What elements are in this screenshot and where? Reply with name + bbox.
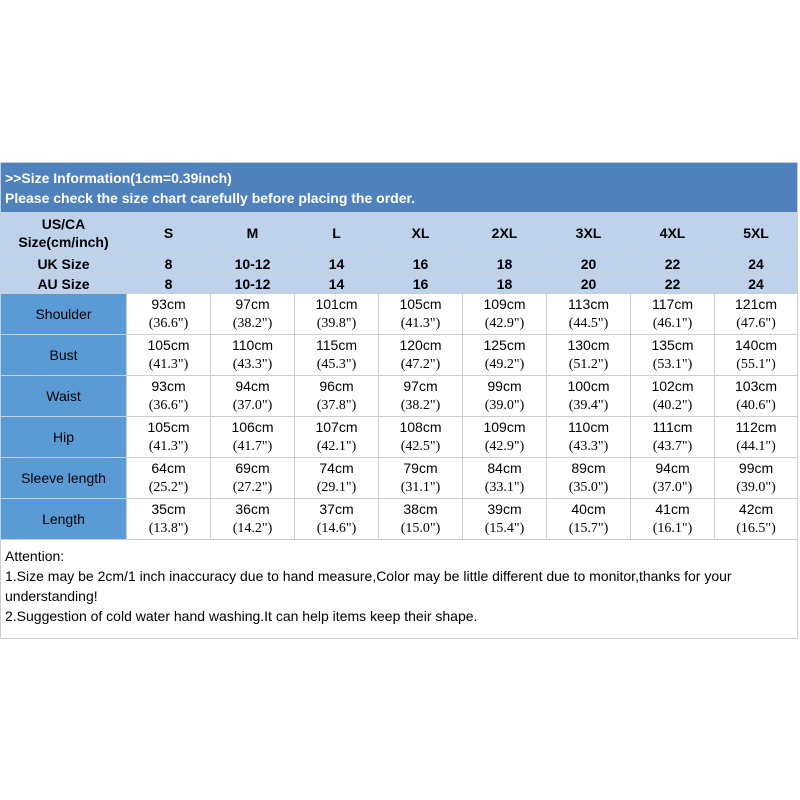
- size-value-cell: 24: [715, 254, 798, 274]
- measurement-cm: 121cm: [735, 296, 778, 312]
- size-value-cell: 2XL: [463, 213, 547, 254]
- measurement-cm: 120cm: [399, 337, 442, 353]
- measurement-cm: 93cm: [151, 378, 186, 394]
- measurement-cm: 97cm: [235, 296, 270, 312]
- measurement-cm: 42cm: [738, 501, 774, 517]
- measurement-cell: [127, 458, 211, 499]
- measurement-inch: (42.9"): [484, 316, 525, 331]
- size-row: [1, 254, 798, 274]
- measurement-inch: (41.3"): [148, 439, 189, 454]
- measurement-inch: (40.2"): [652, 398, 693, 413]
- measurement-row: [1, 417, 798, 458]
- measurement-cm: 130cm: [567, 337, 610, 353]
- size-info-header: [1, 163, 798, 213]
- measurement-cell: [631, 417, 715, 458]
- measurement-inch: (39.8"): [316, 316, 357, 331]
- measurement-label: Bust: [1, 335, 127, 376]
- size-value-cell: M: [211, 213, 295, 254]
- size-value-cell: 16: [379, 254, 463, 274]
- size-value-cell: 20: [547, 254, 631, 274]
- measurement-cell: [379, 294, 463, 335]
- size-value-cell: 22: [631, 254, 715, 274]
- measurement-inch: (14.6"): [316, 521, 357, 536]
- measurement-cm: 36cm: [235, 501, 270, 517]
- measurement-cell: [379, 417, 463, 458]
- measurement-cell: [631, 499, 715, 540]
- measurement-cell: [295, 458, 379, 499]
- size-value-cell: 16: [379, 274, 463, 294]
- measurement-inch: (15.7"): [568, 521, 609, 536]
- measurement-cm: 115cm: [316, 337, 357, 353]
- measurement-inch: (42.1"): [316, 439, 357, 454]
- measurement-inch: (13.8"): [148, 521, 189, 536]
- measurement-cm: 97cm: [403, 378, 438, 394]
- measurement-cm: 103cm: [735, 378, 778, 394]
- measurement-row: [1, 294, 798, 335]
- size-value-cell: 24: [715, 274, 798, 294]
- measurement-inch: (41.3"): [148, 357, 189, 372]
- measurement-cell: [547, 335, 631, 376]
- size-row: [1, 213, 798, 254]
- measurement-cm: 40cm: [571, 501, 606, 517]
- size-value-cell: 5XL: [715, 213, 798, 254]
- measurement-inch: (37.8"): [316, 398, 357, 413]
- size-value-cell: 20: [547, 274, 631, 294]
- measurement-inch: (43.3"): [232, 357, 273, 372]
- measurement-cell: [379, 376, 463, 417]
- measurement-cell: [631, 335, 715, 376]
- measurement-inch: (15.4"): [484, 521, 525, 536]
- size-value-cell: 8: [127, 274, 211, 294]
- size-value-cell: L: [295, 213, 379, 254]
- measurement-cm: 102cm: [651, 378, 694, 394]
- size-value-cell: 22: [631, 274, 715, 294]
- size-row-label-line: Size(cm/inch): [18, 234, 109, 250]
- header-row: [1, 163, 798, 213]
- measurement-inch: (40.6"): [736, 398, 776, 413]
- measurement-cm: 74cm: [319, 460, 354, 476]
- measurement-cell: [463, 335, 547, 376]
- measurement-cm: 94cm: [235, 378, 270, 394]
- measurement-cell: [211, 417, 295, 458]
- size-row-label: [1, 274, 127, 294]
- measurement-cell: [631, 458, 715, 499]
- measurement-inch: (53.1"): [652, 357, 693, 372]
- measurement-inch: (33.1"): [484, 480, 525, 495]
- measurement-inch: (31.1"): [400, 480, 441, 495]
- measurement-cm: 100cm: [567, 378, 610, 394]
- measurement-cell: [211, 499, 295, 540]
- measurement-inch: (27.2"): [232, 480, 273, 495]
- measurement-row: [1, 499, 798, 540]
- measurement-inch: (38.2"): [232, 316, 273, 331]
- measurement-cell: [547, 294, 631, 335]
- measurement-cm: 106cm: [231, 419, 274, 435]
- measurement-cell: [547, 458, 631, 499]
- size-row-label-line: AU Size: [37, 275, 90, 292]
- measurement-inch: (47.2"): [400, 357, 441, 372]
- measurement-cm: 99cm: [738, 460, 774, 476]
- measurement-cell: [127, 376, 211, 417]
- measurement-row: [1, 458, 798, 499]
- measurement-cm: 112cm: [735, 419, 777, 435]
- measurement-cell: [211, 335, 295, 376]
- measurement-cm: 117cm: [652, 296, 693, 312]
- size-chart-table: [0, 162, 798, 639]
- size-info-title: >>Size Information(1cm=0.39inch): [5, 170, 232, 186]
- measurement-cm: 108cm: [399, 419, 442, 435]
- size-value-cell: S: [127, 213, 211, 254]
- size-row-label-line: US/CA: [41, 216, 86, 232]
- measurement-cell: [295, 294, 379, 335]
- measurement-label: Length: [1, 499, 127, 540]
- measurement-inch: (39.4"): [568, 398, 609, 413]
- measurement-inch: (43.3"): [568, 439, 609, 454]
- size-value-cell: 3XL: [547, 213, 631, 254]
- measurement-inch: (42.9"): [484, 439, 525, 454]
- measurement-label: Hip: [1, 417, 127, 458]
- measurement-cm: 94cm: [655, 460, 690, 476]
- measurement-cm: 37cm: [319, 501, 354, 517]
- measurement-inch: (41.3"): [400, 316, 441, 331]
- measurement-inch: (37.0"): [232, 398, 273, 413]
- size-info-subtitle: Please check the size chart carefully before placing the order.: [5, 190, 416, 206]
- measurement-cell: [127, 335, 211, 376]
- measurement-cell: [211, 294, 295, 335]
- measurement-inch: (36.6"): [148, 316, 189, 331]
- measurement-cm: 105cm: [147, 337, 190, 353]
- measurement-cm: 109cm: [483, 296, 526, 312]
- measurement-cell: [715, 417, 798, 458]
- measurement-cell: [715, 458, 798, 499]
- attention-line1: 1.Size may be 2cm/1 inch inaccuracy due to hand measure,Color may be little different due to monitor,thanks for your understanding!: [5, 568, 732, 604]
- size-row: [1, 274, 798, 294]
- size-row-label: [1, 213, 127, 254]
- measurement-cell: [547, 376, 631, 417]
- size-value-cell: 14: [295, 274, 379, 294]
- measurement-cell: [715, 499, 798, 540]
- size-value-cell: 10-12: [211, 254, 295, 274]
- measurement-inch: (15.0"): [400, 521, 441, 536]
- measurement-cell: [463, 294, 547, 335]
- measurement-cm: 107cm: [315, 419, 358, 435]
- measurement-cm: 96cm: [319, 378, 354, 394]
- measurement-cell: [127, 499, 211, 540]
- measurement-cell: [379, 335, 463, 376]
- size-value-cell: 14: [295, 254, 379, 274]
- measurement-cm: 41cm: [655, 501, 690, 517]
- size-value-cell: 18: [463, 274, 547, 294]
- measurement-cm: 79cm: [403, 460, 438, 476]
- measurement-cell: [211, 376, 295, 417]
- measurement-cm: 113cm: [568, 296, 609, 312]
- measurement-cell: [379, 458, 463, 499]
- measurement-inch: (45.3"): [316, 357, 357, 372]
- measurement-cell: [295, 499, 379, 540]
- measurement-inch: (46.1"): [652, 316, 693, 331]
- size-row-label: [1, 254, 127, 274]
- measurement-inch: (39.0"): [484, 398, 525, 413]
- size-value-cell: 10-12: [211, 274, 295, 294]
- measurement-cm: 38cm: [403, 501, 438, 517]
- measurement-cm: 99cm: [487, 378, 522, 394]
- measurement-inch: (41.7"): [232, 439, 273, 454]
- measurement-inch: (35.0"): [568, 480, 609, 495]
- measurement-cm: 140cm: [735, 337, 778, 353]
- measurement-cm: 111cm: [652, 419, 693, 435]
- measurement-cm: 69cm: [235, 460, 270, 476]
- measurement-cell: [463, 458, 547, 499]
- size-value-cell: 4XL: [631, 213, 715, 254]
- measurement-inch: (16.5"): [736, 521, 776, 536]
- measurement-inch: (29.1"): [316, 480, 357, 495]
- size-value-cell: XL: [379, 213, 463, 254]
- measurement-inch: (51.2"): [568, 357, 609, 372]
- measurement-cm: 125cm: [483, 337, 526, 353]
- measurement-cell: [463, 376, 547, 417]
- measurement-cell: [295, 376, 379, 417]
- measurement-cm: 110cm: [232, 337, 273, 353]
- measurement-cm: 35cm: [151, 501, 186, 517]
- measurement-cell: [127, 417, 211, 458]
- measurement-cm: 105cm: [399, 296, 442, 312]
- measurement-inch: (44.5"): [568, 316, 609, 331]
- measurement-row: [1, 376, 798, 417]
- measurement-cell: [379, 499, 463, 540]
- measurement-inch: (42.5"): [400, 439, 441, 454]
- measurement-cell: [463, 417, 547, 458]
- measurement-cell: [295, 417, 379, 458]
- measurement-inch: (16.1"): [652, 521, 693, 536]
- measurement-cm: 101cm: [315, 296, 358, 312]
- measurement-inch: (43.7"): [652, 439, 693, 454]
- measurement-cell: [715, 335, 798, 376]
- measurement-inch: (49.2"): [484, 357, 525, 372]
- measurement-cm: 39cm: [487, 501, 522, 517]
- measurement-cm: 89cm: [571, 460, 606, 476]
- measurement-cm: 135cm: [651, 337, 694, 353]
- measurement-cell: [547, 499, 631, 540]
- measurement-inch: (38.2"): [400, 398, 441, 413]
- size-value-cell: 8: [127, 254, 211, 274]
- measurement-cell: [211, 458, 295, 499]
- measurement-inch: (25.2"): [148, 480, 189, 495]
- measurement-cell: [463, 499, 547, 540]
- measurement-cm: 64cm: [151, 460, 186, 476]
- measurement-cm: 84cm: [487, 460, 522, 476]
- measurement-cm: 93cm: [151, 296, 186, 312]
- measurement-label: Sleeve length: [1, 458, 127, 499]
- measurement-cell: [715, 376, 798, 417]
- attention-title: Attention:: [5, 548, 65, 564]
- measurement-cell: [295, 335, 379, 376]
- measurement-cell: [631, 294, 715, 335]
- measurement-inch: (39.0"): [736, 480, 776, 495]
- measurement-inch: (55.1"): [736, 357, 776, 372]
- measurement-row: [1, 335, 798, 376]
- size-row-label-line: UK Size: [37, 255, 90, 272]
- measurement-label: Waist: [1, 376, 127, 417]
- attention-notes: [1, 540, 798, 639]
- measurement-inch: (36.6"): [148, 398, 189, 413]
- measurement-inch: (14.2"): [232, 521, 273, 536]
- measurement-cm: 109cm: [483, 419, 526, 435]
- measurement-cm: 105cm: [147, 419, 190, 435]
- measurement-cell: [547, 417, 631, 458]
- measurement-cell: [127, 294, 211, 335]
- measurement-cm: 110cm: [568, 419, 609, 435]
- measurement-label: Shoulder: [1, 294, 127, 335]
- measurement-inch: (37.0"): [652, 480, 693, 495]
- measurement-inch: (44.1"): [736, 439, 776, 454]
- measurement-cell: [631, 376, 715, 417]
- measurement-cell: [715, 294, 798, 335]
- measurement-inch: (47.6"): [736, 316, 776, 331]
- size-value-cell: 18: [463, 254, 547, 274]
- attention-row: [1, 540, 798, 639]
- attention-line2: 2.Suggestion of cold water hand washing.It can help items keep their shape.: [5, 608, 478, 624]
